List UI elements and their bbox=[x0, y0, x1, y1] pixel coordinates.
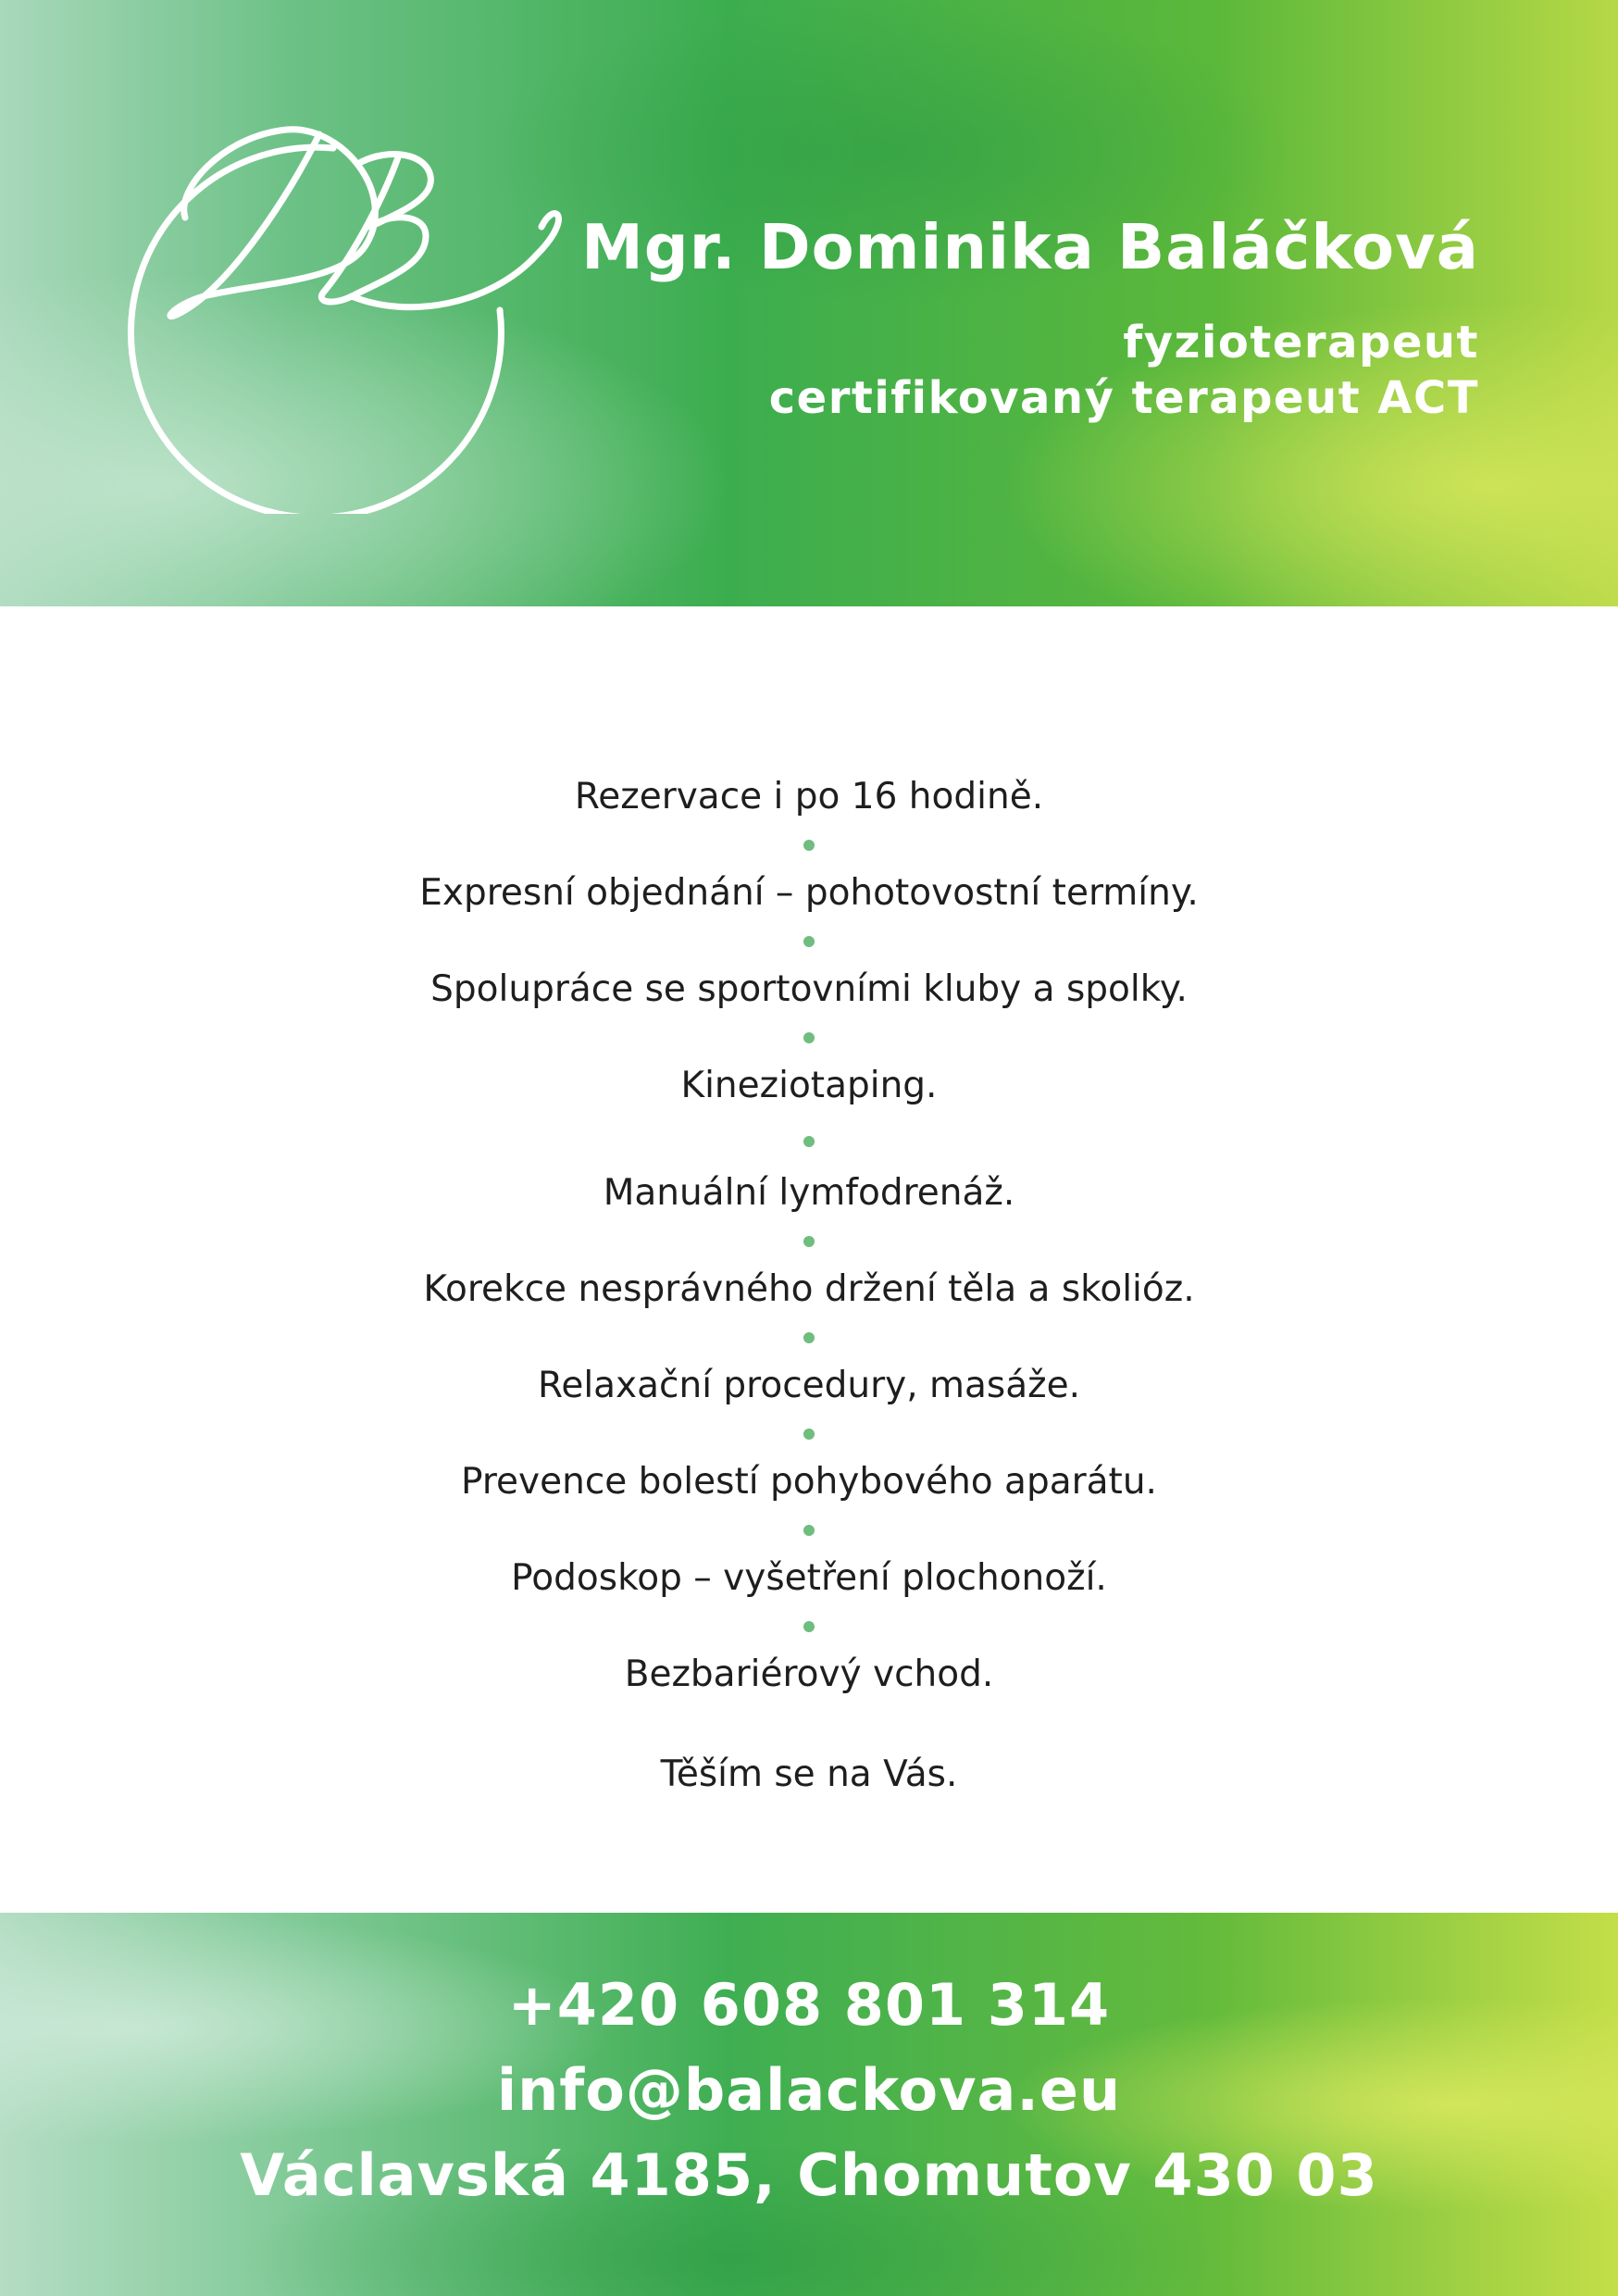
bullet-dot bbox=[803, 1525, 815, 1536]
list-item: Relaxační procedury, masáže. bbox=[537, 1365, 1081, 1406]
role-physiotherapist: fyzioterapeut bbox=[1123, 317, 1479, 368]
bullet-dot bbox=[803, 1621, 815, 1632]
list-item: Prevence bolestí pohybového aparátu. bbox=[461, 1461, 1157, 1503]
email-address[interactable]: info@balackova.eu bbox=[496, 2056, 1122, 2124]
db-monogram-logo bbox=[120, 106, 602, 514]
bullet-dot bbox=[803, 936, 815, 947]
closing-text: Těším se na Vás. bbox=[660, 1753, 958, 1795]
phone-number[interactable]: +420 608 801 314 bbox=[507, 1971, 1111, 2039]
bullet-dot bbox=[803, 1236, 815, 1247]
services-list bbox=[0, 773, 1618, 1799]
header-banner bbox=[0, 0, 1618, 606]
postal-address: Václavská 4185, Chomutov 430 03 bbox=[240, 2141, 1378, 2209]
bullet-dot bbox=[803, 1332, 815, 1343]
bullet-dot bbox=[803, 1429, 815, 1440]
contact-block bbox=[0, 1963, 1618, 2218]
bullet-dot bbox=[803, 1032, 815, 1043]
list-item: Manuální lymfodrenáž. bbox=[603, 1172, 1015, 1214]
bullet-dot bbox=[803, 1136, 815, 1147]
list-item: Rezervace i po 16 hodině. bbox=[574, 776, 1044, 817]
doctor-name: Mgr. Dominika Baláčková bbox=[581, 211, 1479, 283]
list-item: Podoskop – vyšetření plochonoží. bbox=[511, 1557, 1107, 1599]
bullet-dot bbox=[803, 840, 815, 851]
list-item: Korekce nesprávného držení těla a skolióz. bbox=[423, 1268, 1195, 1310]
list-item: Kineziotaping. bbox=[680, 1065, 938, 1106]
list-item: Spolupráce se sportovními kluby a spolky. bbox=[430, 968, 1188, 1010]
list-item: Bezbariérový vchod. bbox=[624, 1653, 994, 1695]
role-act-therapist: certifikovaný terapeut ACT bbox=[768, 372, 1479, 424]
list-item: Expresní objednání – pohotovostní termíny. bbox=[419, 872, 1199, 914]
